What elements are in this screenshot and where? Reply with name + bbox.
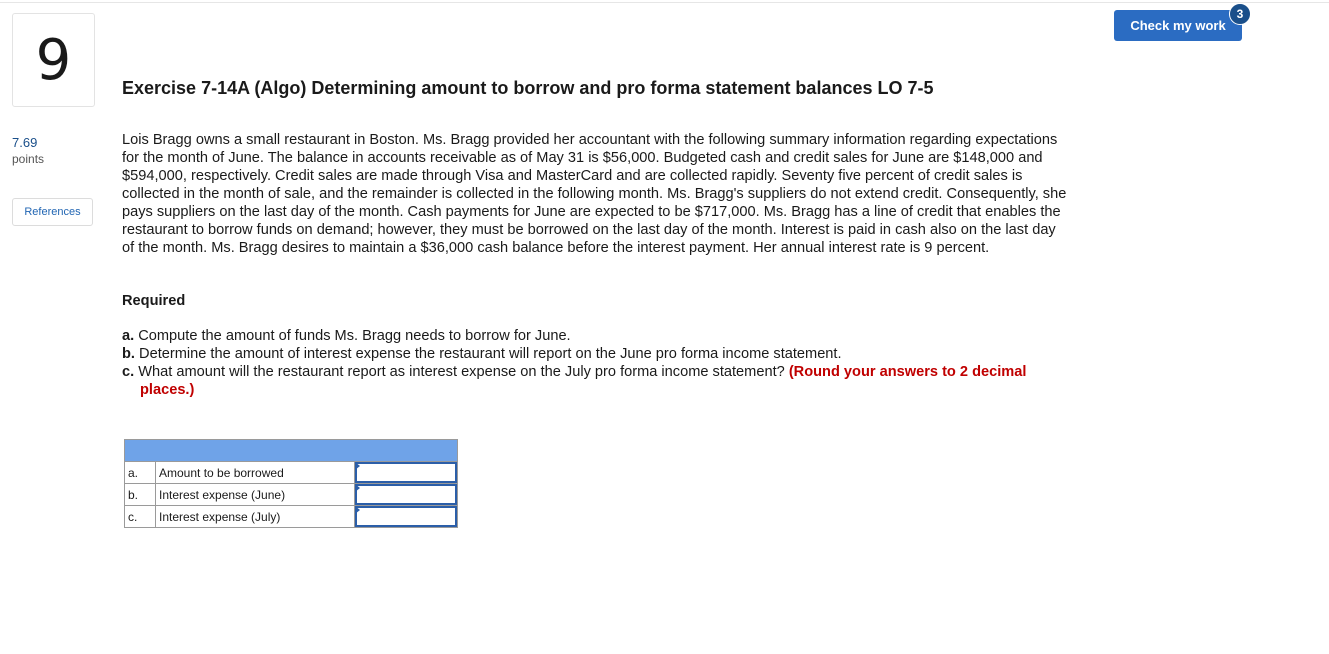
answer-table-header-cell [125,440,458,462]
part-b [122,345,1052,363]
amount-to-borrow-input[interactable] [355,462,457,483]
row-label: Interest expense (July) [156,506,355,528]
references-button[interactable]: References [12,198,93,226]
exercise-title: Exercise 7-14A (Algo) Determining amount to borrow and pro forma statement balances LO 7-5 [122,78,934,98]
required-parts [122,327,1052,399]
interest-july-input[interactable] [355,506,457,527]
interest-june-input[interactable] [355,484,457,505]
answer-cell [355,506,458,528]
part-text: What amount will the restaurant report as interest expense on the July pro forma income statement? [138,364,785,380]
points-label: points [12,152,45,166]
part-letter: c. [122,364,135,380]
row-letter: a. [125,462,156,484]
attempts-badge: 3 [1229,3,1251,25]
points-value: 7.69 [12,135,38,150]
row-label: Interest expense (June) [156,484,355,506]
answer-table-header [125,440,458,462]
check-my-work-label: Check my work [1130,18,1226,33]
row-letter: b. [125,484,156,506]
row-letter: c. [125,506,156,528]
part-c [122,363,1052,399]
top-divider [0,2,1329,3]
input-marker-icon [355,484,360,492]
required-heading: Required [122,293,186,309]
check-my-work-button[interactable] [1114,10,1242,41]
question-number: 9 [12,13,95,107]
table-row [125,462,458,484]
part-letter: a. [122,328,135,344]
part-a [122,327,1052,345]
answer-table [124,439,458,528]
input-marker-icon [355,462,360,470]
answer-cell [355,484,458,506]
table-row [125,506,458,528]
input-marker-icon [355,506,360,514]
answer-cell [355,462,458,484]
row-label: Amount to be borrowed [156,462,355,484]
part-text: Determine the amount of interest expense the restaurant will report on the June pro forma income statement. [139,346,842,362]
exercise-intro: Lois Bragg owns a small restaurant in Boston. Ms. Bragg provided her accountant with the following summary information regarding expectations for the month of June. The balance in accounts receivable as of May 31 is $56,000. Budgeted cash and credit sales for June are $148,000 and $594,000, respectively. Credit sales are made through Visa and MasterCard and are collected rapidly. Seventy five percent of credit sales is collected in the month of sale, and the remainder is collected in the following month. Ms. Bragg's suppliers do not extend credit. Consequently, she pays suppliers on the last day of the month. Cash payments for June are expected to be $717,000. Ms. Bragg has a line of credit that enables the restaurant to borrow funds on demand; however, they must be borrowed on the last day of the month. Interest is paid in cash also on the last day of the month. Ms. Bragg desires to maintain a $36,000 cash balance before the interest payment. Her annual interest rate is 9 percent. [122,132,1067,256]
part-text: Compute the amount of funds Ms. Bragg needs to borrow for June. [138,328,571,344]
table-row [125,484,458,506]
part-letter: b. [122,346,135,362]
rounding-note: (Round your answers to 2 decimal places.) [140,364,1027,398]
